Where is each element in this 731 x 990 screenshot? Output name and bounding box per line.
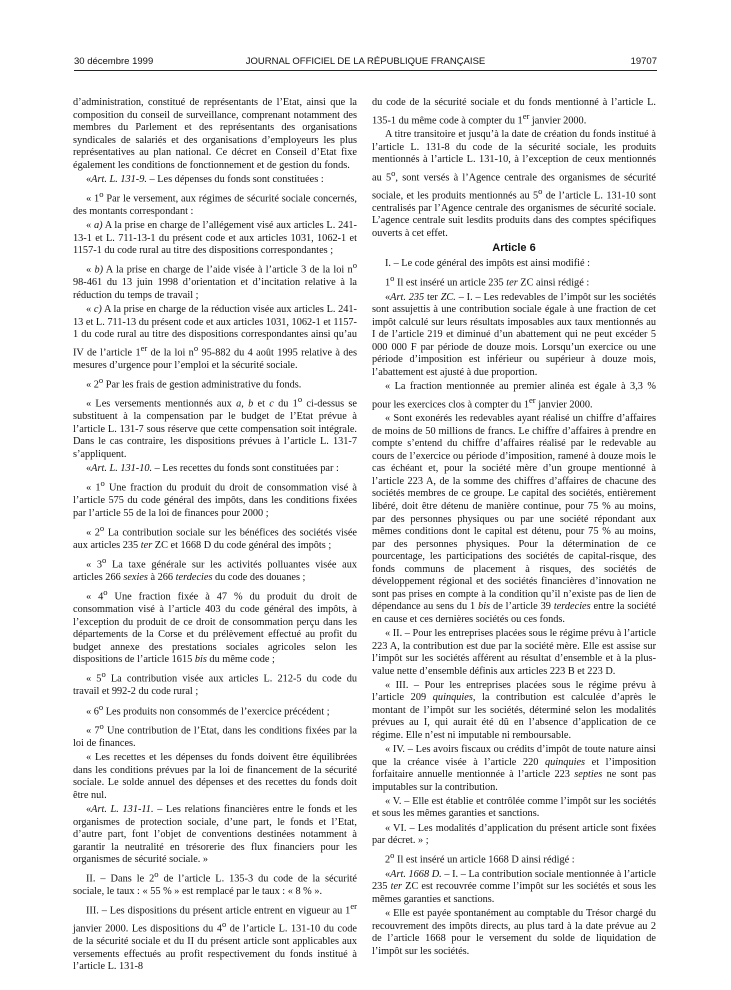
paragraph: « V. – Elle est établie et contrôlée comme l’impôt sur les sociétés et sous les mêmes garanties et sanctions.: [372, 795, 656, 820]
paragraph: du code de la sécurité sociale et du fonds mentionné à l’article L. 135-1 du même code à compter du 1er janvier 2000.: [372, 97, 656, 126]
paragraph: II. – Dans le 2$^o$ de l’article L. 135-3 du code de la sécurité sociale, le taux : « 55 % » est remplacé par le taux : « 8 % ».: [73, 869, 357, 898]
paragraph: « 5$^o$ La contribution visée aux articles L. 212-5 du code du travail et 992-2 du code rural ;: [73, 669, 357, 698]
paragraph: « 6$^o$ Les produits non consommés de l’exercice précédent ;: [86, 701, 330, 717]
page-number: 19707: [630, 56, 657, 67]
paragraph: « III. – Pour les entreprises placées sous le régime prévu à l’article 209 quinquies, la contribution est calculée d’après le montant de l’impôt sur les sociétés, déterminé selon les modalités prévues au I, qui aurait été dû en l’absence d’application de ce régime. Elle n’est ni imputable ni remboursable.: [372, 679, 656, 742]
paragraph: « Les versements mentionnés aux a, b et c du 1$^o$ ci-dessus se substituent à la compensation par le budget de l’Etat prévue à l’article L. 131-7 sous réserve que cette compensation soit intégrale. Dans le cas contraire, les dispositions prévues à l’article L. 131-7 s’appliquent.: [73, 394, 357, 460]
paragraph: « 4$^o$ Une fraction fixée à 47 % du produit du droit de consommation visé à l’article 403 du code général des impôts, à l’exception du produit de ce droit de consommation perçu dans les départements de la Corse et du prélèvement effectué au profit du budget annexe des prestations sociales agricoles selon les dispositions de l’article 1615 bis du même code ;: [73, 587, 358, 666]
article-heading: Article 6: [492, 241, 536, 254]
paragraph: I. – Le code général des impôts est ainsi modifié :: [385, 257, 591, 269]
paragraph: «Art. 235 ter ZC. – I. – Les redevables de l’impôt sur les sociétés sont assujettis à une contribution sociale égale à une fraction de cet impôt calculé sur leurs résultats imposables aux taux mentionnés au I de l’article 219 et diminué d’un abattement qui ne peut excéder 5 000 000 F par période de douze mois. Lorsqu’un exercice ou une période d’imposition est inférieur ou supérieur à douze mois, l’abattement est ajusté à due proportion.: [372, 291, 656, 378]
page-header: [74, 56, 657, 70]
paragraph: III. – Les dispositions du présent article entrent en vigueur au 1er janvier 2000. Les dispositions du 4$^o$ de l’article L. 131-10 du code de la sécurité sociale et du II du présent article sont applicables aux versements effectués au profit respectivement du fonds institué à l’article L. 131-8: [73, 901, 357, 973]
paragraph: « a) A la prise en charge de l’allégement visé aux articles L. 241-13-1 et L. 711-13-1 du présent code et aux articles 1031, 1062-1 et 1157-1 du code rural au titre des dispositions correspondantes ;: [73, 220, 357, 257]
paragraph: « c) A la prise en charge de la réduction visée aux articles L. 241-13 et L. 711-13 du présent code et aux articles 1031, 1062-1 et 1157-1 du code rural au titre des dispositions correspondantes ainsi qu’au IV de l’article 1er de la loi $n^o$ 95-882 du 4 août 1995 relative à des mesures d’urgence pour l’emploi et la sécurité sociale.: [73, 304, 358, 371]
paragraph: «Art. L. 131-9. – Les dépenses du fonds sont constituées :: [86, 173, 324, 185]
paragraph: «Art. 1668 D. – I. – La contribution sociale mentionnée à l’article 235 ter ZC est recouvrée comme l’impôt sur les sociétés et sous les mêmes garanties et sanctions.: [372, 868, 656, 905]
paragraph: « La fraction mentionnée au premier alinéa est égale à 3,3 % pour les exercices clos à compter du 1er janvier 2000.: [372, 381, 656, 411]
right-column: [372, 97, 656, 960]
paragraph: « VI. – Les modalités d’application du présent article sont fixées par décret. » ;: [372, 822, 656, 847]
paragraph: «Art. L. 131-11. – Les relations financières entre le fonds et les organismes de protection sociale, d’une part, le fonds et l’Etat, d’autre part, font l’objet de conventions destinées notamment à garantir la neutralité en trésorerie des flux financiers pour les organismes de sécurité sociale. »: [73, 803, 357, 866]
paragraph: « 2$^o$ Par les frais de gestion administrative du fonds.: [86, 374, 302, 391]
paragraph: « 7$^o$ Une contribution de l’Etat, dans les conditions fixées par la loi de finances.: [73, 721, 357, 750]
paragraph: A titre transitoire et jusqu’à la date de création du fonds institué à l’article L. 131-8 du code de la sécurité sociale, les produits mentionnés à l’article L. 131-10, à l’exception de ceux mentionnés au 5$^o$, sont versés à l’Agence centrale des organismes de sécurité sociale, et les produits mentionnés au 5$^o$ de l’article L. 131-10 sont centralisés par l’Agence centrale des organismes de sécurité sociale. L’agence centrale suit lesdits produits dans des comptes spécifiques ouverts à cet effet.: [372, 129, 656, 239]
paragraph: « IV. – Les avoirs fiscaux ou crédits d’impôt de toute nature ainsi que la créance visée à l’article 220 quinquies et l’imposition forfaitaire annuelle mentionnée à l’article 223 septies ne sont pas imputables sur la contribution.: [372, 744, 656, 793]
header-title: JOURNAL OFFICIEL DE LA RÉPUBLIQUE FRANÇAISE: [245, 56, 486, 67]
paragraph: « b) A la prise en charge de l’aide visée à l’article 3 de la loi $n^o$ 98-461 du 13 juin 1998 d’orientation et d’incitation relative à la réduction du temps de travail ;: [73, 260, 357, 301]
paragraph: « Les recettes et les dépenses du fonds doivent être équilibrées dans les conditions prévues par la loi de financement de la sécurité sociale. Le solde annuel des dépenses et des recettes du fonds doit être nul.: [73, 752, 357, 801]
paragraph: « Elle est payée spontanément au comptable du Trésor chargé du recouvrement des impôts directs, au plus tard à la date prévue au 2 de l’article 1668 pour le versement du solde de liquidation de l’impôt sur les sociétés.: [372, 908, 656, 957]
paragraph: «Art. L. 131-10. – Les recettes du fonds sont constituées par :: [86, 463, 339, 475]
paragraph: 1$^o$ Il est inséré un article 235 ter ZC ainsi rédigé :: [385, 273, 590, 289]
header-date: 30 décembre 1999: [74, 56, 154, 67]
paragraph: 2$^o$ Il est inséré un article 1668 D ainsi rédigé :: [385, 850, 575, 866]
paragraph: « 2$^o$ La contribution sociale sur les bénéfices des sociétés visée aux articles 235 ter ZC et 1668 D du code général des impôts ;: [73, 522, 357, 551]
paragraph: « Sont exonérés les redevables ayant réalisé un chiffre d’affaires de moins de 50 millions de francs. Le chiffre d’affaires à prendre en compte s’entend du chiffre d’affaires réalisé par le redevable au cours de l’exercice ou période d’imposition, ramené à douze mois le cas échéant et, pour la société mère d’un groupe mentionné à l’article 223 A, de la somme des chiffres d’affaires de chacune des sociétés membres de ce groupe. Le capital des sociétés, entièrement libéré, doit être détenu de manière continue, pour 75 % au moins, par des personnes physiques ou par une société répondant aux mêmes conditions dont le capital est détenu, pour 75 % au moins, par des personnes physiques. Pour la détermination de ce pourcentage, les participations des sociétés de capital-risque, des fonds communs de placement à risques, des sociétés de développement régional et des sociétés financières d’innovation ne sont pas prises en compte à la condition qu’il n’existe pas de lien de dépendance au sens du 1 bis de l’article 39 terdecies entre la société en cause et ces dernières sociétés ou ces fonds.: [372, 413, 656, 625]
paragraph: « 1$^o$ Une fraction du produit du droit de consommation visé à l’article 575 du code général des impôts, dans les conditions fixées par l’article 55 de la loi de finances pour 2000 ;: [73, 478, 357, 519]
paragraph: « II. – Pour les entreprises placées sous le régime prévu à l’article 223 A, la contribution est due par la société mère. Elle est assise sur l’impôt sur les sociétés afférent au résultat d’ensemble et à la plus-value nette d’ensemble définis aux articles 223 B et 223 D.: [372, 628, 656, 677]
header-rule: [74, 70, 657, 71]
paragraph: d’administration, constitué de représentants de l’Etat, ainsi que la composition du conseil de surveillance, comprenant notamment des membres du Parlement et des représentants des organisations syndicales de salariés et des organisations d’employeurs les plus représentatives au plan national. Ce décret en Conseil d’Etat fixe également les conditions de fonctionnement et de gestion du fonds.: [73, 97, 357, 171]
paragraph: « 3$^o$ La taxe générale sur les activités polluantes visée aux articles 266 sexies à 266 terdecies du code des douanes ;: [73, 554, 357, 583]
left-column: [73, 97, 357, 976]
paragraph: « 1$^o$ Par le versement, aux régimes de sécurité sociale concernés, des montants correspondant :: [73, 189, 357, 217]
